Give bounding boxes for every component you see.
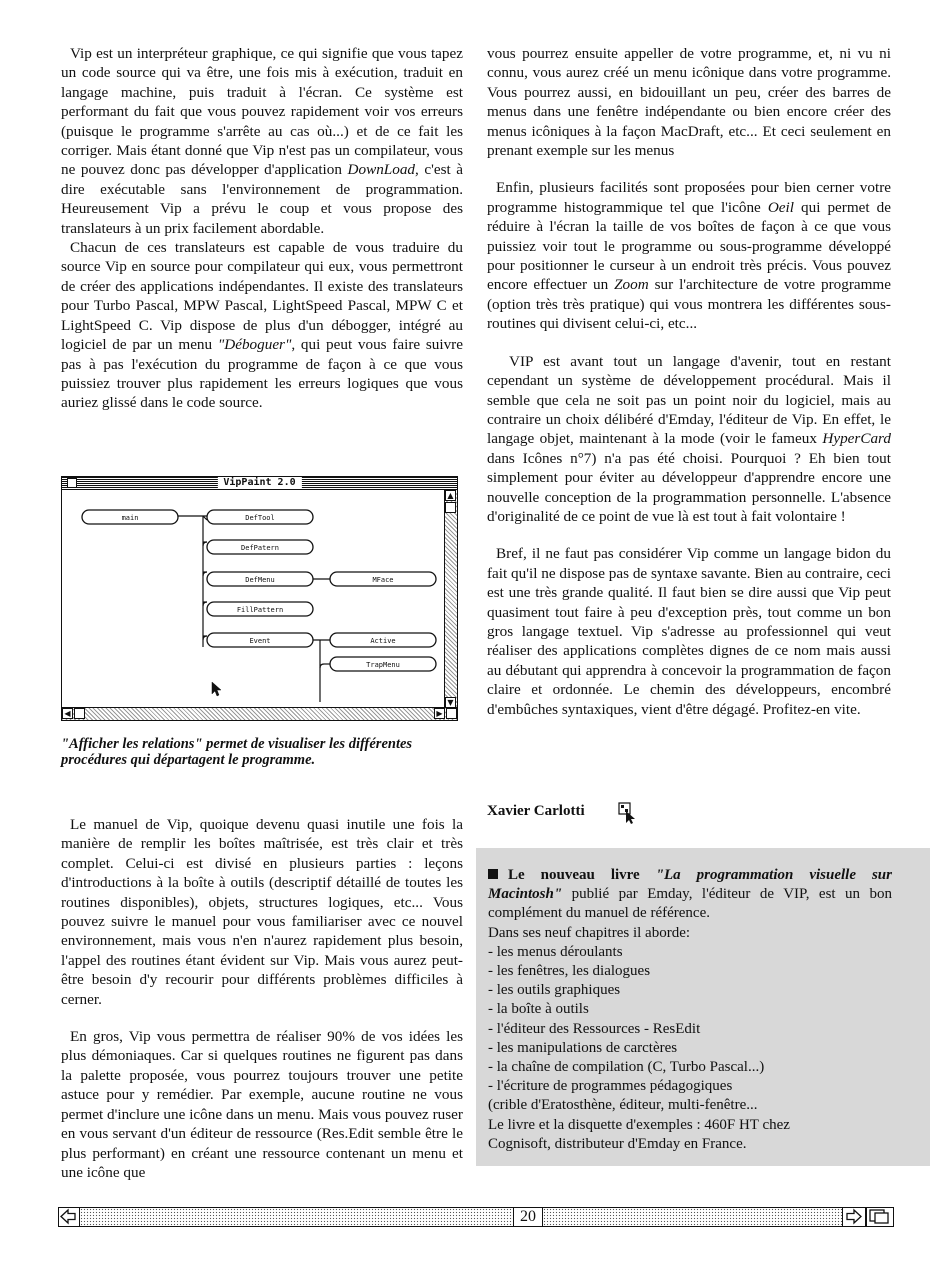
node-label-mface: MFace	[372, 576, 394, 584]
list-item: (crible d'Eratosthène, éditeur, multi-fenêtre...	[488, 1097, 758, 1114]
author-name: Xavier Carlotti	[487, 803, 585, 819]
scroll-up-icon[interactable]: ▲	[445, 490, 456, 501]
paragraph: VIP est avant tout un langage d'avenir, tout en restant cependant un système de développement procédural. Mais il semble que cela ne soit pas un point noir du logiciel, mais au contraire un choix délibéré d'Emday, l'éditeur de Vip. En effet, le langage objet, maintenant à la mode (voir le fameux HyperCard dans Icônes n°7) n'a pas été choisi. Pourquoi ? Eh bien tout simplement pour éviter au développeur d'apprendre encore une nouvelle conception de la programmation personnelle. L'absence d'originalité de ce point de vue là est tout à fait volontaire !	[487, 352, 891, 525]
footer-track-right	[543, 1207, 842, 1227]
horizontal-scrollbar[interactable]	[62, 707, 457, 720]
paragraph: Bref, il ne faut pas considérer Vip comme un langage bidon du fait qu'il ne dispose pas de syntaxe savante. Bien au contraire, ceci est une très grande qualité. Il faut bien se dire aussi que Vip peut quasiment tout faire à peu d'exception près, tout comme un bon gros langage textuel. Vip s'adresse au professionnel qui veut réaliser des applications complètes dignes de ce nom mais aussi au débutant qui apprendra à concevoir la programmation de façon claire et ordonnée. Le chemin des développeurs, encombré d'embûches syntaxiques, vient d'être dégagé. Profitez-en vite.	[487, 545, 891, 718]
figure-caption: "Afficher les relations" permet de visualiser les différentes procédures qui départagent le programme.	[61, 736, 413, 768]
left-column-bottom	[61, 815, 463, 1182]
square-bullet-icon	[488, 869, 498, 879]
paragraph: En gros, Vip vous permettra de réaliser 90% de vos idées les plus démoniaques. Car si quelques routines ne figurent pas dans la palette proposée, vous pourrez toujours trouver une petite astuce pour y remédier. Par exemple, aucune routine ne vous permet d'inclure une icône dans un menu. Mais vous pouvez ruser en vous servant d'un éditeur de ressource (Res.Edit semble être le plus performant) en créant une ressource contenant un menu et une icône que	[61, 1028, 463, 1181]
node-label-deftool: DefTool	[245, 514, 275, 522]
left-column-top	[61, 44, 463, 413]
paragraph: Le manuel de Vip, quoique devenu quasi inutile une fois la manière de remplir les boîtes maîtrisée, est très clair et très complet. Celui-ci est divisé en plusieurs parties : leçons d'introductions à la boîte à outils (descriptif détaillé de toutes les routines disponibles), objets, structures logiques, etc... Vous pouvez suivre le manuel pour vous familiariser avec ce nouvel environnement, mais vous n'en n'aurez rapidement plus besoin, l'appel des routines étant évident sur Vip. Mais vous aurez peut-être besoin d'y recourir pour différents problèmes difficiles à cerner.	[61, 816, 463, 1008]
window-title: VipPaint 2.0	[217, 477, 301, 489]
list-item: - les fenêtres, les dialogues	[488, 963, 651, 980]
signature-cursor-icon	[618, 802, 636, 824]
sidebar-intro: Dans ses neuf chapitres il aborde:	[488, 924, 691, 941]
window-zoom-icon[interactable]	[866, 1207, 894, 1227]
hscroll-thumb[interactable]	[74, 708, 85, 719]
scroll-right-icon[interactable]: ▶	[434, 708, 445, 719]
list-item: - l'écriture de programmes pédagogiques	[488, 1078, 733, 1095]
node-label-defpatern: DefPatern	[241, 544, 279, 552]
list-item: Le livre et la disquette d'exemples : 460F HT chez	[488, 1116, 790, 1133]
paragraph: Chacun de ces translateurs est capable de vous traduire du source Vip en source pour compilateur qui eux, vous permettront de créer des applications indépendantes. Il existe des translateurs pour Turbo Pascal, MPW Pascal, LightSpeed Pascal, MPW C et LightSpeed C. Vip dispose de plus d'un débogger, intégré au logiciel de par un menu "Déboguer", qui peut vous faire suivre pas à pas l'exécution du programme de façon à ce que vous puissiez trouver plus rapidement les erreurs logiques que vous auriez glissé dans le code source.	[61, 239, 463, 412]
arrow-cursor-icon	[212, 682, 221, 696]
window-titlebar[interactable]	[62, 477, 457, 490]
list-item: - la chaîne de compilation (C, Turbo Pascal...)	[488, 1059, 765, 1076]
list-item: - les manipulations de carctères	[488, 1039, 678, 1056]
prev-page-arrow-icon[interactable]	[58, 1207, 80, 1227]
footer-track-left	[80, 1207, 513, 1227]
node-label-defmenu: DefMenu	[245, 576, 275, 584]
paragraph: vous pourrez ensuite appeller de votre programme, et, ni vu ni connu, vous aurez créé un menu icônique dans votre programme. Vous pourrez aussi, en bidouillant un peu, créer des barres de menus dans une fenêtre indépendante ou bien encore créer des menus icôniques à la façon MacDraft, etc... Et ceci seulement en prenant exemple sur les menus	[487, 45, 891, 160]
close-box-icon[interactable]	[67, 478, 77, 488]
vertical-scrollbar[interactable]	[444, 490, 457, 708]
page-footer	[58, 1207, 894, 1227]
scroll-down-icon[interactable]: ▼	[445, 697, 456, 708]
list-item: Cognisoft, distributeur d'Emday en France.	[488, 1135, 747, 1152]
list-item: - l'éditeur des Ressources - ResEdit	[488, 1020, 701, 1037]
node-label-active: Active	[370, 637, 396, 645]
paragraph: Vip est un interpréteur graphique, ce qui signifie que vous tapez un code source qui va être, une fois mis à exécution, traduit en langage machine, puis traduit à l'écran. Ce système est performant du fait que vous pouvez rapidement voir vos erreurs (puisque le programme s'arrête au cas où...) et de ce fait les corriger. Mais étant donné que Vip n'est pas un compilateur, vous ne pouvez donc pas développer d'application DownLoad, c'est à dire exécutable sans l'environnement de programmation. Heureusement Vip a prévu le coup et vous propose des translateurs à un prix facilement abordable.	[61, 45, 464, 237]
list-item: - les menus déroulants	[488, 943, 623, 960]
grow-box-icon[interactable]	[446, 708, 457, 719]
node-label-main: main	[121, 514, 139, 522]
node-label-fillpattern: FillPattern	[236, 606, 284, 614]
relations-diagram	[62, 490, 444, 708]
page-number: 20	[513, 1207, 543, 1227]
list-item: - les outils graphiques	[488, 982, 621, 999]
node-label-event: Event	[249, 637, 271, 645]
node-label-trapmenu: TrapMenu	[366, 661, 400, 669]
sidebar-text	[488, 866, 892, 1154]
vippaint-window	[61, 476, 458, 721]
next-page-arrow-icon[interactable]	[842, 1207, 866, 1227]
scroll-left-icon[interactable]: ◀	[62, 708, 73, 719]
scroll-thumb[interactable]	[445, 502, 456, 513]
paragraph: Enfin, plusieurs facilités sont proposées pour bien cerner votre programme histogrammique tel que l'icône Oeil qui permet de réduire à l'écran la taille de vos boîtes de façon à ce que vous puissiez voir tout le programme ou sous-programme développé pour positionner le curseur à un endroit très précis. Vous pouvez encore effectuer un Zoom sur l'architecture de votre programme (option très très pratique) qui vous montrera les différentes sous-routines qui divisent celui-ci, etc...	[487, 179, 891, 333]
sidebar-lead: Le nouveau livre "La programmation visuelle sur Macintosh" publié par Emday, l'éditeur de VIP, est un bon complément du manuel de référence.	[488, 867, 892, 922]
right-column	[487, 44, 891, 719]
list-item: - la boîte à outils	[488, 1001, 589, 1018]
